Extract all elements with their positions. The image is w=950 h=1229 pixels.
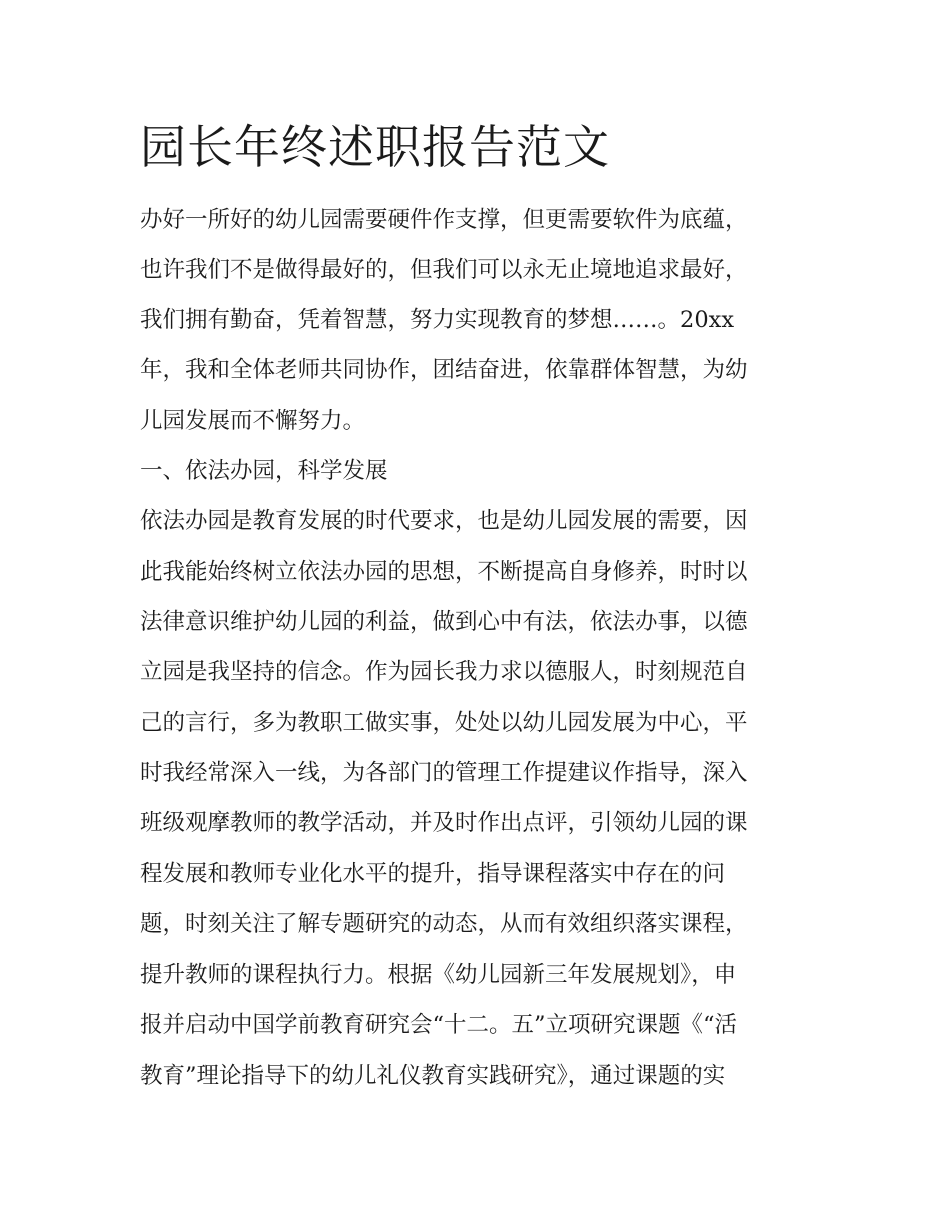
- body-line-13: 班级观摩教师的教学活动，并及时作出点评，引领幼儿园的课: [140, 810, 748, 836]
- body-line-14: 程发展和教师专业化水平的提升，指导课程落实中存在的问: [140, 861, 726, 887]
- body-line-3: 我们拥有勤奋，凭着智慧，努力实现教育的梦想……。20xx: [140, 307, 735, 333]
- body-line-2: 也许我们不是做得最好的，但我们可以永无止境地追求最好，: [140, 257, 748, 283]
- document-title: 园长年终述职报告范文: [140, 120, 610, 174]
- body-line-8: 此我能始终树立依法办园的思想，不断提高自身修养，时时以: [140, 559, 748, 585]
- body-line-1: 办好一所好的幼儿园需要硬件作支撑，但更需要软件为底蕴，: [140, 207, 748, 233]
- section-heading: 一、依法办园，科学发展: [140, 458, 388, 484]
- body-line-17: 报并启动中国学前教育研究会“十二。五”立项研究课题《“活: [140, 1012, 738, 1038]
- body-line-11: 己的言行，多为教职工做实事，处处以幼儿园发展为中心，平: [140, 710, 748, 736]
- body-line-7: 依法办园是教育发展的时代要求，也是幼儿园发展的需要，因: [140, 508, 748, 534]
- body-line-5: 儿园发展而不懈努力。: [140, 408, 366, 434]
- body-line-4: 年，我和全体老师共同协作，团结奋进，依靠群体智慧，为幼: [140, 357, 748, 383]
- body-line-9: 法律意识维护幼儿园的利益，做到心中有法，依法办事，以德: [140, 609, 748, 635]
- body-line-16: 提升教师的课程执行力。根据《幼儿园新三年发展规划》，申: [140, 962, 737, 988]
- body-line-12: 时我经常深入一线，为各部门的管理工作提建议作指导，深入: [140, 760, 748, 786]
- body-line-15: 题，时刻关注了解专题研究的动态，从而有效组织落实课程，: [140, 911, 748, 937]
- body-line-10: 立园是我坚持的信念。作为园长我力求以德服人，时刻规范自: [140, 659, 748, 685]
- body-line-18: 教育”理论指导下的幼儿礼仪教育实践研究》，通过课题的实: [140, 1063, 726, 1089]
